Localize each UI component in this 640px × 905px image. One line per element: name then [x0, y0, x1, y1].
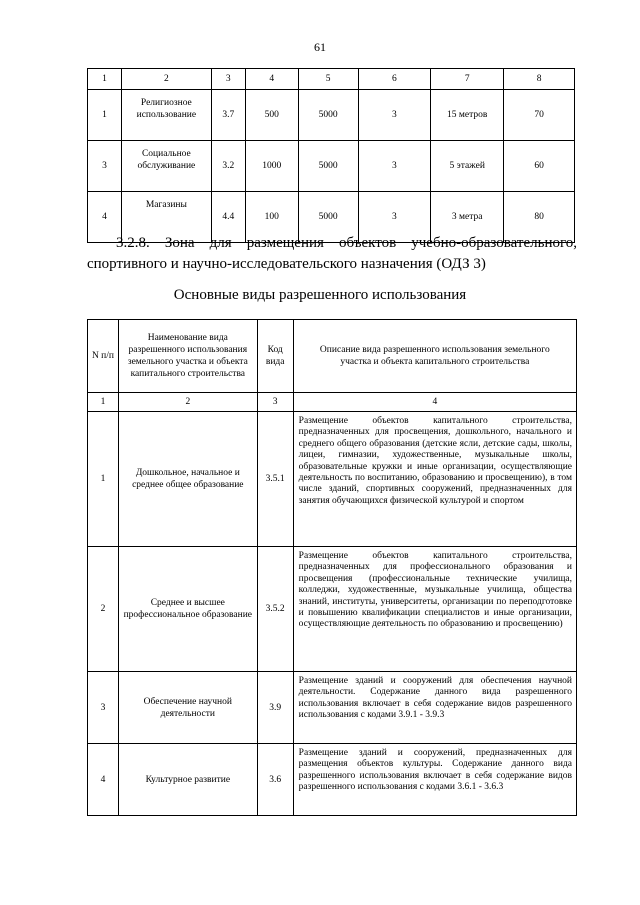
- table-cell: 3.2: [211, 141, 245, 192]
- table-row: [88, 672, 577, 744]
- heading-word: Зона: [164, 235, 195, 251]
- table-cell: 70: [504, 90, 575, 141]
- table-row: [88, 90, 575, 141]
- heading-word: объектов: [338, 235, 397, 251]
- row-code: 3.9: [257, 672, 293, 744]
- section-heading-line1: [87, 233, 577, 254]
- table-cell: 5 этажей: [431, 141, 504, 192]
- table-cell: 80: [504, 192, 575, 243]
- header-cell: 6: [358, 69, 431, 90]
- subheading: Основные виды разрешенного использования: [173, 287, 467, 303]
- row-desc: Размещение зданий и сооружений, предназначенных для размещения объектов культуры. Содержание данного вида разрешенного использования включает в себя содержание видов разрешенного использования с кодами 3.6.1 - 3.6.3: [293, 744, 576, 816]
- table-header-row: [88, 320, 577, 393]
- table-cell: 5000: [298, 141, 358, 192]
- row-code: 3.5.2: [257, 547, 293, 672]
- table-row: [88, 744, 577, 816]
- row-name: Культурное развитие: [118, 744, 257, 816]
- row-name: Дошкольное, начальное и среднее общее образование: [118, 412, 257, 547]
- header-desc: Описание вида разрешенного использования земельного участка и объекта капитального строительства: [293, 320, 576, 393]
- header-cell: 1: [88, 69, 122, 90]
- table-cell: 4: [88, 192, 122, 243]
- table-cell: 3: [88, 141, 122, 192]
- table-cell: 3 метра: [431, 192, 504, 243]
- table-cell: 5000: [298, 192, 358, 243]
- table-cell: 5000: [298, 90, 358, 141]
- row-num: 2: [88, 547, 119, 672]
- table-cell: 60: [504, 141, 575, 192]
- row-name: Обеспечение научной деятельности: [118, 672, 257, 744]
- header-cell: 8: [504, 69, 575, 90]
- header-name: Наименование вида разрешенного использования земельного участка и объекта капитального строительства: [118, 320, 257, 393]
- row-desc: Размещение объектов капитального строительства, предназначенных для просвещения, дошкольного, начального и среднего общего образования (детские ясли, детские сады, школы, лицеи, гимназии, художественные, музыкальные школы, образовательные кружки и иные организации, осуществляющие деятельность по воспитанию, образованию и просвещению), в том числе зданий, спортивных сооружений, предназначенных для занятия обучающихся физической культурой и спортом: [293, 412, 576, 547]
- column-number: 1: [88, 393, 119, 412]
- table-cell: 100: [245, 192, 298, 243]
- table-cell: Магазины: [121, 192, 211, 243]
- row-code: 3.6: [257, 744, 293, 816]
- table-cell: 3: [358, 141, 431, 192]
- header-code: Код вида: [257, 320, 293, 393]
- heading-word: 3.2.8.: [116, 235, 150, 251]
- row-name: Среднее и высшее профессиональное образование: [118, 547, 257, 672]
- section-heading: [87, 233, 577, 275]
- heading-word: размещения: [246, 235, 324, 251]
- heading-word: для: [209, 235, 232, 251]
- row-code: 3.5.1: [257, 412, 293, 547]
- zoning-parameters-table: [87, 68, 575, 243]
- table-row: [88, 547, 577, 672]
- row-num: 4: [88, 744, 119, 816]
- header-num: N п/п: [88, 320, 119, 393]
- header-cell: 7: [431, 69, 504, 90]
- table-cell: 3: [358, 90, 431, 141]
- row-num: 1: [88, 412, 119, 547]
- table-cell: 3: [358, 192, 431, 243]
- heading-word: учебно-образовательного,: [411, 235, 577, 251]
- header-cell: 5: [298, 69, 358, 90]
- section-heading-line2: спортивного и научно-исследовательского назначения (ОДЗ 3): [87, 256, 486, 272]
- column-numbering-row: [88, 393, 577, 412]
- row-desc: Размещение объектов капитального строительства, предназначенных для профессионального образования и просвещения (профессиональные технические училища, колледжи, художественные, музыкальные училища, общества знаний, институты, университеты, организации по переподготовке и повышению квалификации специалистов и иные организации, осуществляющие деятельность по образованию и просвещению): [293, 547, 576, 672]
- table-cell: 500: [245, 90, 298, 141]
- header-cell: 4: [245, 69, 298, 90]
- column-number: 4: [293, 393, 576, 412]
- table-row: [88, 412, 577, 547]
- table-header-row: [88, 69, 575, 90]
- page-number: 61: [314, 40, 326, 54]
- table-cell: 3.7: [211, 90, 245, 141]
- table-cell: 4.4: [211, 192, 245, 243]
- header-cell: 2: [121, 69, 211, 90]
- permitted-uses-table: [87, 319, 577, 816]
- row-desc: Размещение зданий и сооружений для обеспечения научной деятельности. Содержание данного вида разрешенного использования включает в себя содержание видов разрешенного использования с кодами 3.9.1 - 3.9.3: [293, 672, 576, 744]
- table-cell: 15 метров: [431, 90, 504, 141]
- table-row: [88, 141, 575, 192]
- table-cell: Социальное обслуживание: [121, 141, 211, 192]
- table-cell: 1: [88, 90, 122, 141]
- header-cell: 3: [211, 69, 245, 90]
- column-number: 3: [257, 393, 293, 412]
- column-number: 2: [118, 393, 257, 412]
- row-num: 3: [88, 672, 119, 744]
- table-cell: Религиозное использование: [121, 90, 211, 141]
- table-cell: 1000: [245, 141, 298, 192]
